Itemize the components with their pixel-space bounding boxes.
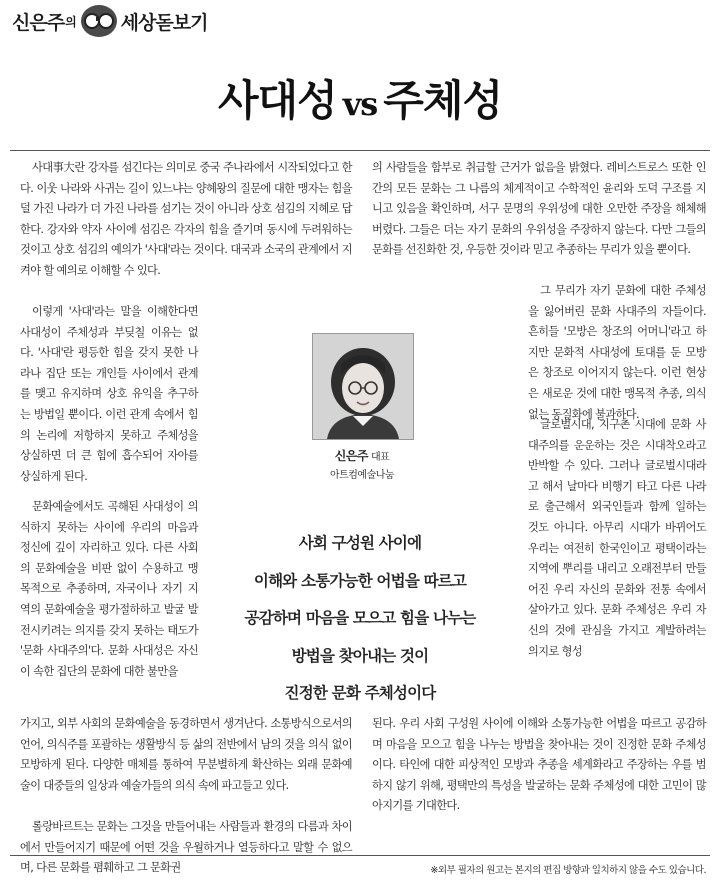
title-right: 주체성 — [383, 76, 503, 125]
author-organization: 아트컴예술나눔 — [329, 470, 395, 481]
author-caption-role: 대표 — [370, 452, 390, 463]
paragraph-foreign-admiration: 가지고, 외부 사회의 문화예술을 동경하면서 생겨난다. 소통방식으로서의 언어, 의식주를 포괄하는 생활방식 등 삶의 전반에서 남의 것을 의식 없이 모방하게 된다. 다양한 매체를 통하여 무분별하게 확산하는 외래 문화예술이 대중들의 일상과 예술가들의 의식 속에 파고들고 있다. — [20, 717, 352, 792]
title-vs: vs — [342, 85, 378, 123]
article-title — [0, 68, 720, 128]
paragraph-culture-sadae: 문화예술에서도 곡해된 사대성이 의식하지 못하는 사이에 우리의 마음과 정신에 깊이 자리하고 있다. 다른 사회의 문화예술을 비판 없이 수용하고 맹목적으로 추종하며, 자국이나 자기 지역의 문화예술을 평가절하하고 발굴 발전시키려는 의지를 갖지 못하는 태도가 '문화 사대주의'다. 문화 사대성은 자신이 속한 집단의 문화에 대한 불만을 — [20, 500, 198, 678]
pull-quote-line: 진정한 문화 주체성이다 — [284, 684, 436, 702]
pull-quote-line: 사회 구성원 사이에 — [298, 534, 422, 552]
pull-quote-line: 공감하며 마음을 모으고 힘을 나누는 — [244, 609, 476, 627]
author-caption — [300, 447, 424, 464]
column-author-name: 신은주 — [12, 11, 65, 34]
paragraph-intro: 사대事大란 강자를 섬긴다는 의미로 중국 주나라에서 시작되었다고 한다. 이웃 나라와 사귀는 길이 있느냐는 양혜왕의 질문에 대한 맹자는 힘을 덜 가진 나라가 더 가진 나라를 섬기는 것이 아니라 상호 섬김의 지혜로 답한다. 강자와 약자 사이에 섬김은 각자의 힘을 즐기며 동시에 두려워하는 것이고 상호 섬김의 예의가 '사대'라는 것이다. 대국과 소국의 관계에서 지켜야 할 예의로 이해할 수 있다. — [20, 161, 352, 277]
title-left: 사대성 — [217, 76, 337, 125]
paragraph-sadae-meaning: 이렇게 '사대'라는 말을 이해한다면 사대성이 주체성과 부딪칠 이유는 없다. '사대'란 평등한 힘을 갖지 못한 나라나 집단 또는 개인들 사이에서 관계를 맺고 유지하며 상호 유익을 추구하는 방법일 뿐이다. 이런 관계 속에서 힘의 논리에 저항하지 못하고 주체성을 상실하면 더 큰 힘에 흡수되어 자아를 상실하게 된다. — [20, 305, 198, 483]
column-name: 세상돋보기 — [120, 11, 208, 34]
paragraph-levi-strauss: 의 사람들을 함부로 취급할 근거가 없음을 밝혔다. 레비스트로스 또한 인간의 모든 문화는 그 나름의 체계적이고 수학적인 윤리와 도덕 구조를 지니고 있음을 확인하며, 서구 문명의 우위성에 대한 오만한 주장을 해체해 버렸다. 그들은 더는 자기 문화의 우위성을 주장하지 않는다. 다만 그들의 문화를 선진화한 것, 우등한 것이라 믿고 추종하는 무리가 있을 뿐이다. — [372, 161, 706, 257]
column-author-suffix: 의 — [65, 14, 77, 29]
paragraph-imitation: 그 무리가 자기 문화에 대한 주체성을 잃어버린 문화 사대주의 자들이다. 흔히들 '모방은 창조의 어머니'라고 하지만 문화적 사대성에 토대를 둔 모방은 창조로 이어지지 않는다. 이런 현상은 새로운 것에 대한 맹목적 추종, 의식 없는 동질화에 불과하다. — [528, 284, 706, 421]
editorial-footnote: ※외부 필자의 원고는 본지의 편집 방향과 일치하지 않을 수도 있습니다. — [430, 865, 706, 876]
pull-quote-line: 방법을 찾아내는 것이 — [291, 646, 429, 665]
pull-quote — [200, 525, 520, 713]
author-photo — [312, 333, 414, 440]
pull-quote-line: 이해와 소통가능한 어법을 따르고 — [253, 571, 467, 590]
paragraph-conclusion: 된다. 우리 사회 구성원 사이에 이해와 소통가능한 어법을 따르고 공감하며 마음을 모으고 힘을 나누는 방법을 찾아내는 것이 진정한 문화 주체성이다. 타인에 대한 피상적인 모방과 추종을 세계화라고 주장하는 우를 범하지 않기 위해, 평택만의 특성을 발굴하는 문화 주체성에 대한 고민이 많아지기를 기대한다. — [372, 717, 706, 813]
footer-divider — [10, 855, 710, 856]
author-caption-name: 신은주 — [334, 449, 368, 463]
binoculars-icon — [81, 5, 117, 37]
paragraph-barthes: 롤랑바르트는 문화는 그것을 만들어내는 사람들과 환경의 다름과 차이에서 만들어지기 때문에 어떤 것을 우월하거나 열등하다고 말할 수 없으며, 다른 문화를 폄훼하고 그 문화권 — [20, 820, 352, 875]
paragraph-global-era: 글로벌시대, 지구촌 시대에 문화 사대주의를 운운하는 것은 시대착오라고 반박할 수 있다. 그러나 글로벌시대라고 해서 날마다 비행기 타고 다른 나라로 출근해서 외국인들과 함께 일하는 것도 아니다. 아무리 시대가 바뀌어도 우리는 여전히 한국인이고 평택이라는 지역에 뿌리를 내리고 오래전부터 만들어진 우리 자신의 문화와 전통 속에서 살아가고 있다. 문화 주체성은 우리 자신의 것에 관심을 가지고 계발하려는 의지로 형성 — [528, 418, 706, 658]
title-divider — [10, 150, 710, 151]
column-header — [12, 4, 207, 38]
